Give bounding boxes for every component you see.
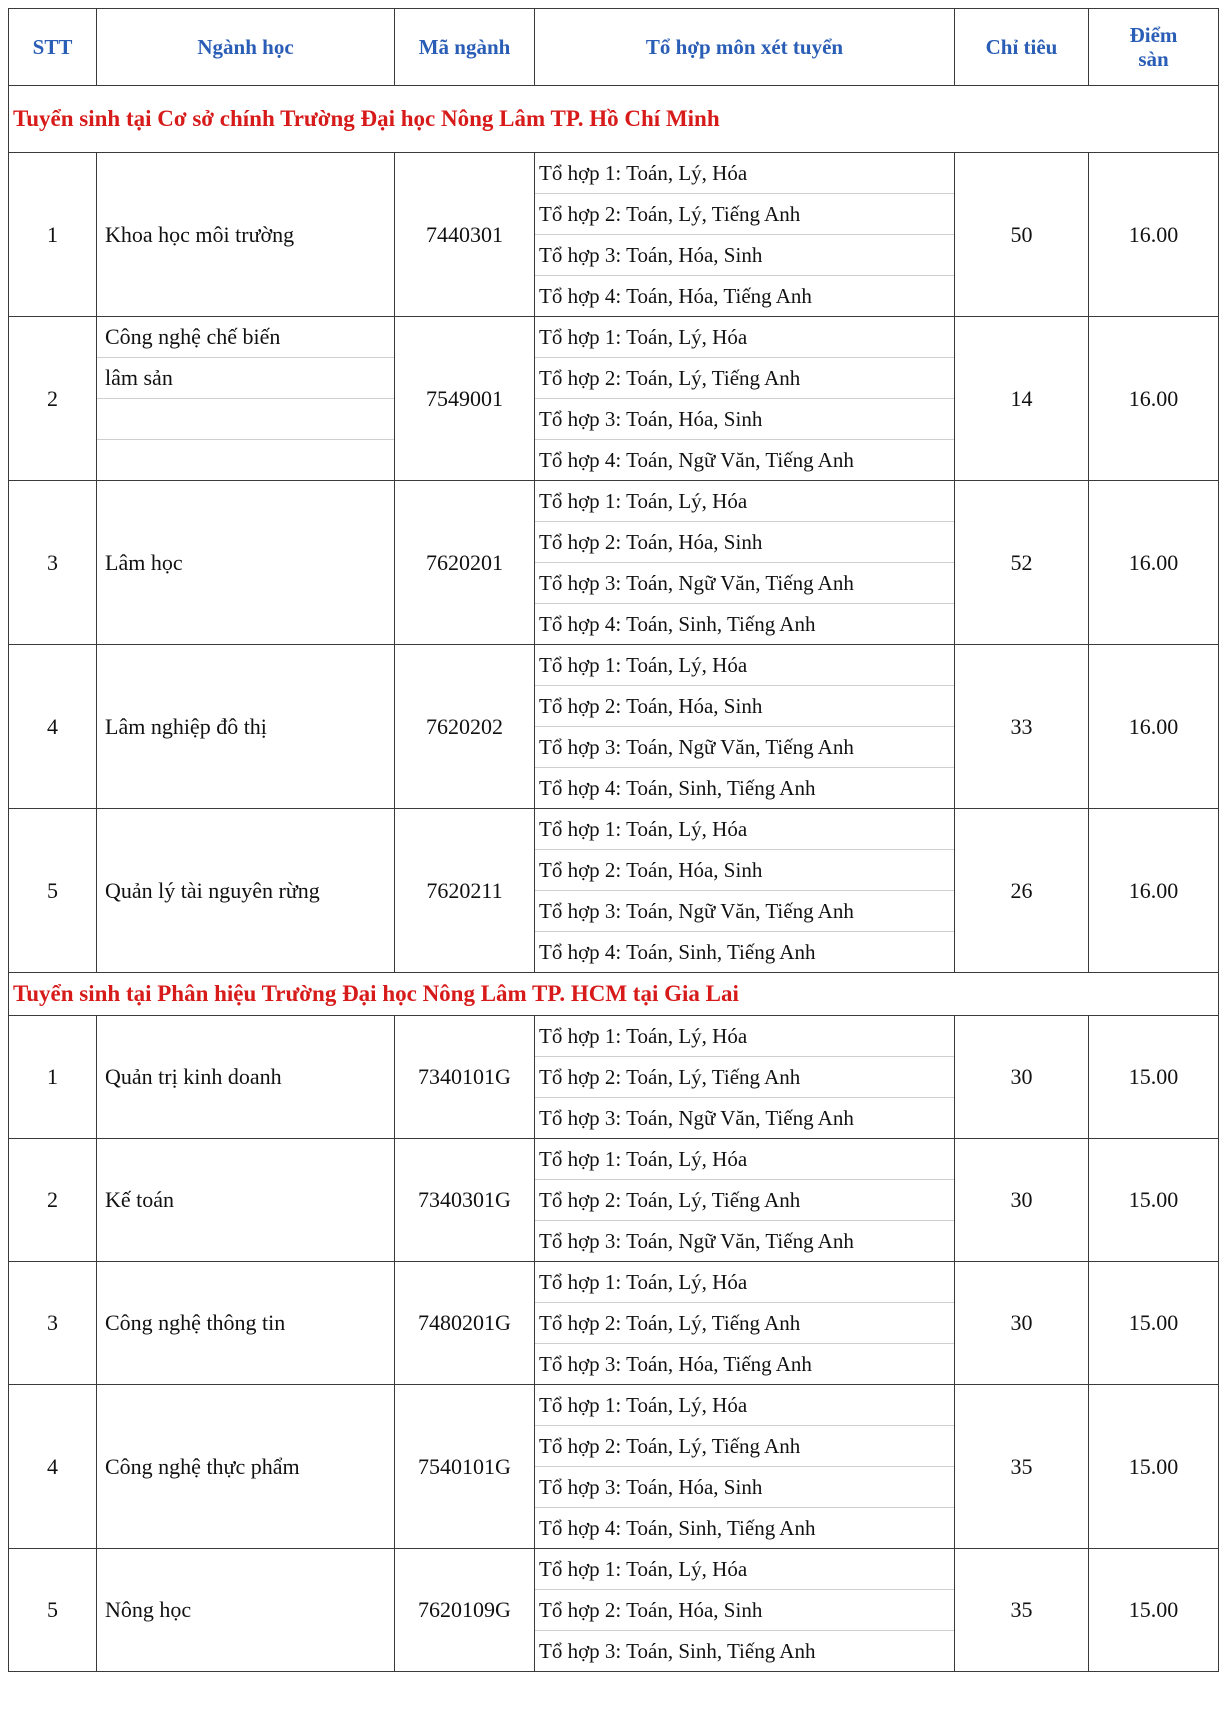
score-cell: 16.00: [1089, 481, 1219, 645]
quota-cell: 30: [955, 1139, 1089, 1262]
combo-item: Tổ hợp 2: Toán, Lý, Tiếng Anh: [535, 194, 954, 235]
score-cell: 16.00: [1089, 809, 1219, 973]
combo-item: Tổ hợp 1: Toán, Lý, Hóa: [535, 153, 954, 194]
combo-item: Tổ hợp 1: Toán, Lý, Hóa: [535, 809, 954, 850]
stt-cell: 3: [9, 1262, 97, 1385]
quota-cell: 14: [955, 317, 1089, 481]
stt-cell: 2: [9, 1139, 97, 1262]
stt-cell: 2: [9, 317, 97, 481]
combo-item: Tổ hợp 1: Toán, Lý, Hóa: [535, 645, 954, 686]
combo-item: Tổ hợp 1: Toán, Lý, Hóa: [535, 1139, 954, 1180]
quota-cell: 35: [955, 1549, 1089, 1672]
major-line: lâm sản: [97, 358, 394, 399]
table-row: [9, 481, 1219, 645]
header-stt: STT: [9, 9, 97, 86]
combo-item: Tổ hợp 3: Toán, Ngữ Văn, Tiếng Anh: [539, 1229, 854, 1253]
quota-cell: 30: [955, 1262, 1089, 1385]
major-cell: Lâm học: [97, 481, 395, 645]
combo-item: Tổ hợp 3: Toán, Ngữ Văn, Tiếng Anh: [535, 563, 954, 604]
quota-cell: 30: [955, 1016, 1089, 1139]
header-score-line2: sàn: [1138, 47, 1169, 71]
combo-item: Tổ hợp 4: Toán, Sinh, Tiếng Anh: [539, 612, 816, 636]
admission-table: [8, 8, 1219, 1672]
quota-cell: 33: [955, 645, 1089, 809]
combo-item: Tổ hợp 3: Toán, Hóa, Sinh: [535, 1467, 954, 1508]
combo-item: Tổ hợp 1: Toán, Lý, Hóa: [535, 1385, 954, 1426]
table-row: [9, 317, 1219, 481]
stt-cell: 5: [9, 809, 97, 973]
header-major: Ngành học: [97, 9, 395, 86]
table-row: [9, 1385, 1219, 1549]
combo-item: Tổ hợp 1: Toán, Lý, Hóa: [535, 1262, 954, 1303]
quota-cell: 35: [955, 1385, 1089, 1549]
combo-item: Tổ hợp 2: Toán, Lý, Tiếng Anh: [535, 1303, 954, 1344]
score-cell: 15.00: [1089, 1262, 1219, 1385]
combo-item: Tổ hợp 4: Toán, Sinh, Tiếng Anh: [539, 940, 816, 964]
combo-item: Tổ hợp 2: Toán, Hóa, Sinh: [535, 686, 954, 727]
stt-cell: 1: [9, 153, 97, 317]
combos-cell: [535, 1549, 955, 1672]
combo-item: Tổ hợp 1: Toán, Lý, Hóa: [535, 1016, 954, 1057]
major-cell: Quản trị kinh doanh: [97, 1016, 395, 1139]
combo-item: Tổ hợp 2: Toán, Hóa, Sinh: [535, 522, 954, 563]
combo-item: Tổ hợp 3: Toán, Ngữ Văn, Tiếng Anh: [539, 1106, 854, 1130]
code-cell: 7340101G: [395, 1016, 535, 1139]
major-cell: Công nghệ thực phẩm: [97, 1385, 395, 1549]
score-cell: 16.00: [1089, 645, 1219, 809]
score-cell: 16.00: [1089, 153, 1219, 317]
score-cell: 15.00: [1089, 1016, 1219, 1139]
combos-cell: [535, 481, 955, 645]
table-row: [9, 1262, 1219, 1385]
combo-item: Tổ hợp 2: Toán, Lý, Tiếng Anh: [535, 1057, 954, 1098]
combo-item: Tổ hợp 4: Toán, Sinh, Tiếng Anh: [539, 1516, 816, 1540]
table-row: [9, 153, 1219, 317]
combo-item: Tổ hợp 4: Toán, Ngữ Văn, Tiếng Anh: [539, 448, 854, 472]
section-heading-row: [9, 973, 1219, 1016]
header-score: [1089, 9, 1219, 86]
combo-item: Tổ hợp 1: Toán, Lý, Hóa: [535, 481, 954, 522]
quota-cell: 26: [955, 809, 1089, 973]
major-cell: [97, 317, 395, 481]
combo-item: Tổ hợp 3: Toán, Ngữ Văn, Tiếng Anh: [535, 891, 954, 932]
combos-cell: [535, 153, 955, 317]
code-cell: 7549001: [395, 317, 535, 481]
quota-cell: 52: [955, 481, 1089, 645]
score-cell: 15.00: [1089, 1385, 1219, 1549]
combo-item: Tổ hợp 2: Toán, Lý, Tiếng Anh: [535, 358, 954, 399]
code-cell: 7340301G: [395, 1139, 535, 1262]
code-cell: 7620109G: [395, 1549, 535, 1672]
major-cell: Nông học: [97, 1549, 395, 1672]
code-cell: 7440301: [395, 153, 535, 317]
combo-item: Tổ hợp 1: Toán, Lý, Hóa: [535, 1549, 954, 1590]
combo-item: Tổ hợp 3: Toán, Ngữ Văn, Tiếng Anh: [535, 727, 954, 768]
major-cell: Lâm nghiệp đô thị: [97, 645, 395, 809]
code-cell: 7540101G: [395, 1385, 535, 1549]
stt-cell: 1: [9, 1016, 97, 1139]
table-row: [9, 809, 1219, 973]
combos-cell: [535, 1139, 955, 1262]
stt-cell: 4: [9, 1385, 97, 1549]
combo-item: Tổ hợp 3: Toán, Sinh, Tiếng Anh: [539, 1639, 816, 1663]
score-cell: 15.00: [1089, 1549, 1219, 1672]
combo-item: Tổ hợp 1: Toán, Lý, Hóa: [535, 317, 954, 358]
table-row: [9, 645, 1219, 809]
major-line-empty: [97, 399, 394, 440]
combos-cell: [535, 1385, 955, 1549]
table-row: [9, 1016, 1219, 1139]
combos-cell: [535, 317, 955, 481]
section-title: Tuyển sinh tại Phân hiệu Trường Đại học Nông Lâm TP. HCM tại Gia Lai: [9, 973, 1219, 1016]
admission-table-sheet: [8, 8, 1218, 1672]
stt-cell: 3: [9, 481, 97, 645]
code-cell: 7620201: [395, 481, 535, 645]
score-cell: 15.00: [1089, 1139, 1219, 1262]
header-score-line1: Điểm: [1129, 22, 1178, 47]
combo-item: Tổ hợp 3: Toán, Hóa, Sinh: [535, 399, 954, 440]
major-cell: Công nghệ thông tin: [97, 1262, 395, 1385]
combos-cell: [535, 1262, 955, 1385]
stt-cell: 5: [9, 1549, 97, 1672]
combo-item: Tổ hợp 2: Toán, Lý, Tiếng Anh: [535, 1426, 954, 1467]
major-cell: Khoa học môi trường: [97, 153, 395, 317]
major-line: Công nghệ chế biến: [97, 317, 394, 358]
header-combos: Tổ hợp môn xét tuyển: [535, 9, 955, 86]
combos-cell: [535, 1016, 955, 1139]
combos-cell: [535, 645, 955, 809]
combo-item: Tổ hợp 4: Toán, Hóa, Tiếng Anh: [539, 284, 812, 308]
combo-item: Tổ hợp 3: Toán, Hóa, Sinh: [535, 235, 954, 276]
score-cell: 16.00: [1089, 317, 1219, 481]
combo-item: Tổ hợp 2: Toán, Hóa, Sinh: [535, 850, 954, 891]
table-row: [9, 1549, 1219, 1672]
major-cell: Kế toán: [97, 1139, 395, 1262]
quota-cell: 50: [955, 153, 1089, 317]
section-heading-row: [9, 86, 1219, 153]
table-row: [9, 1139, 1219, 1262]
combo-item: Tổ hợp 4: Toán, Sinh, Tiếng Anh: [539, 776, 816, 800]
major-line-empty: [97, 440, 394, 480]
combo-item: Tổ hợp 2: Toán, Hóa, Sinh: [535, 1590, 954, 1631]
section-title: Tuyển sinh tại Cơ sở chính Trường Đại học Nông Lâm TP. Hồ Chí Minh: [9, 86, 1219, 153]
header-code: Mã ngành: [395, 9, 535, 86]
stt-cell: 4: [9, 645, 97, 809]
code-cell: 7620202: [395, 645, 535, 809]
combos-cell: [535, 809, 955, 973]
combo-item: Tổ hợp 3: Toán, Hóa, Tiếng Anh: [539, 1352, 812, 1376]
header-row: [9, 9, 1219, 86]
major-cell: Quản lý tài nguyên rừng: [97, 809, 395, 973]
header-quota: Chỉ tiêu: [955, 9, 1089, 86]
code-cell: 7620211: [395, 809, 535, 973]
combo-item: Tổ hợp 2: Toán, Lý, Tiếng Anh: [535, 1180, 954, 1221]
code-cell: 7480201G: [395, 1262, 535, 1385]
